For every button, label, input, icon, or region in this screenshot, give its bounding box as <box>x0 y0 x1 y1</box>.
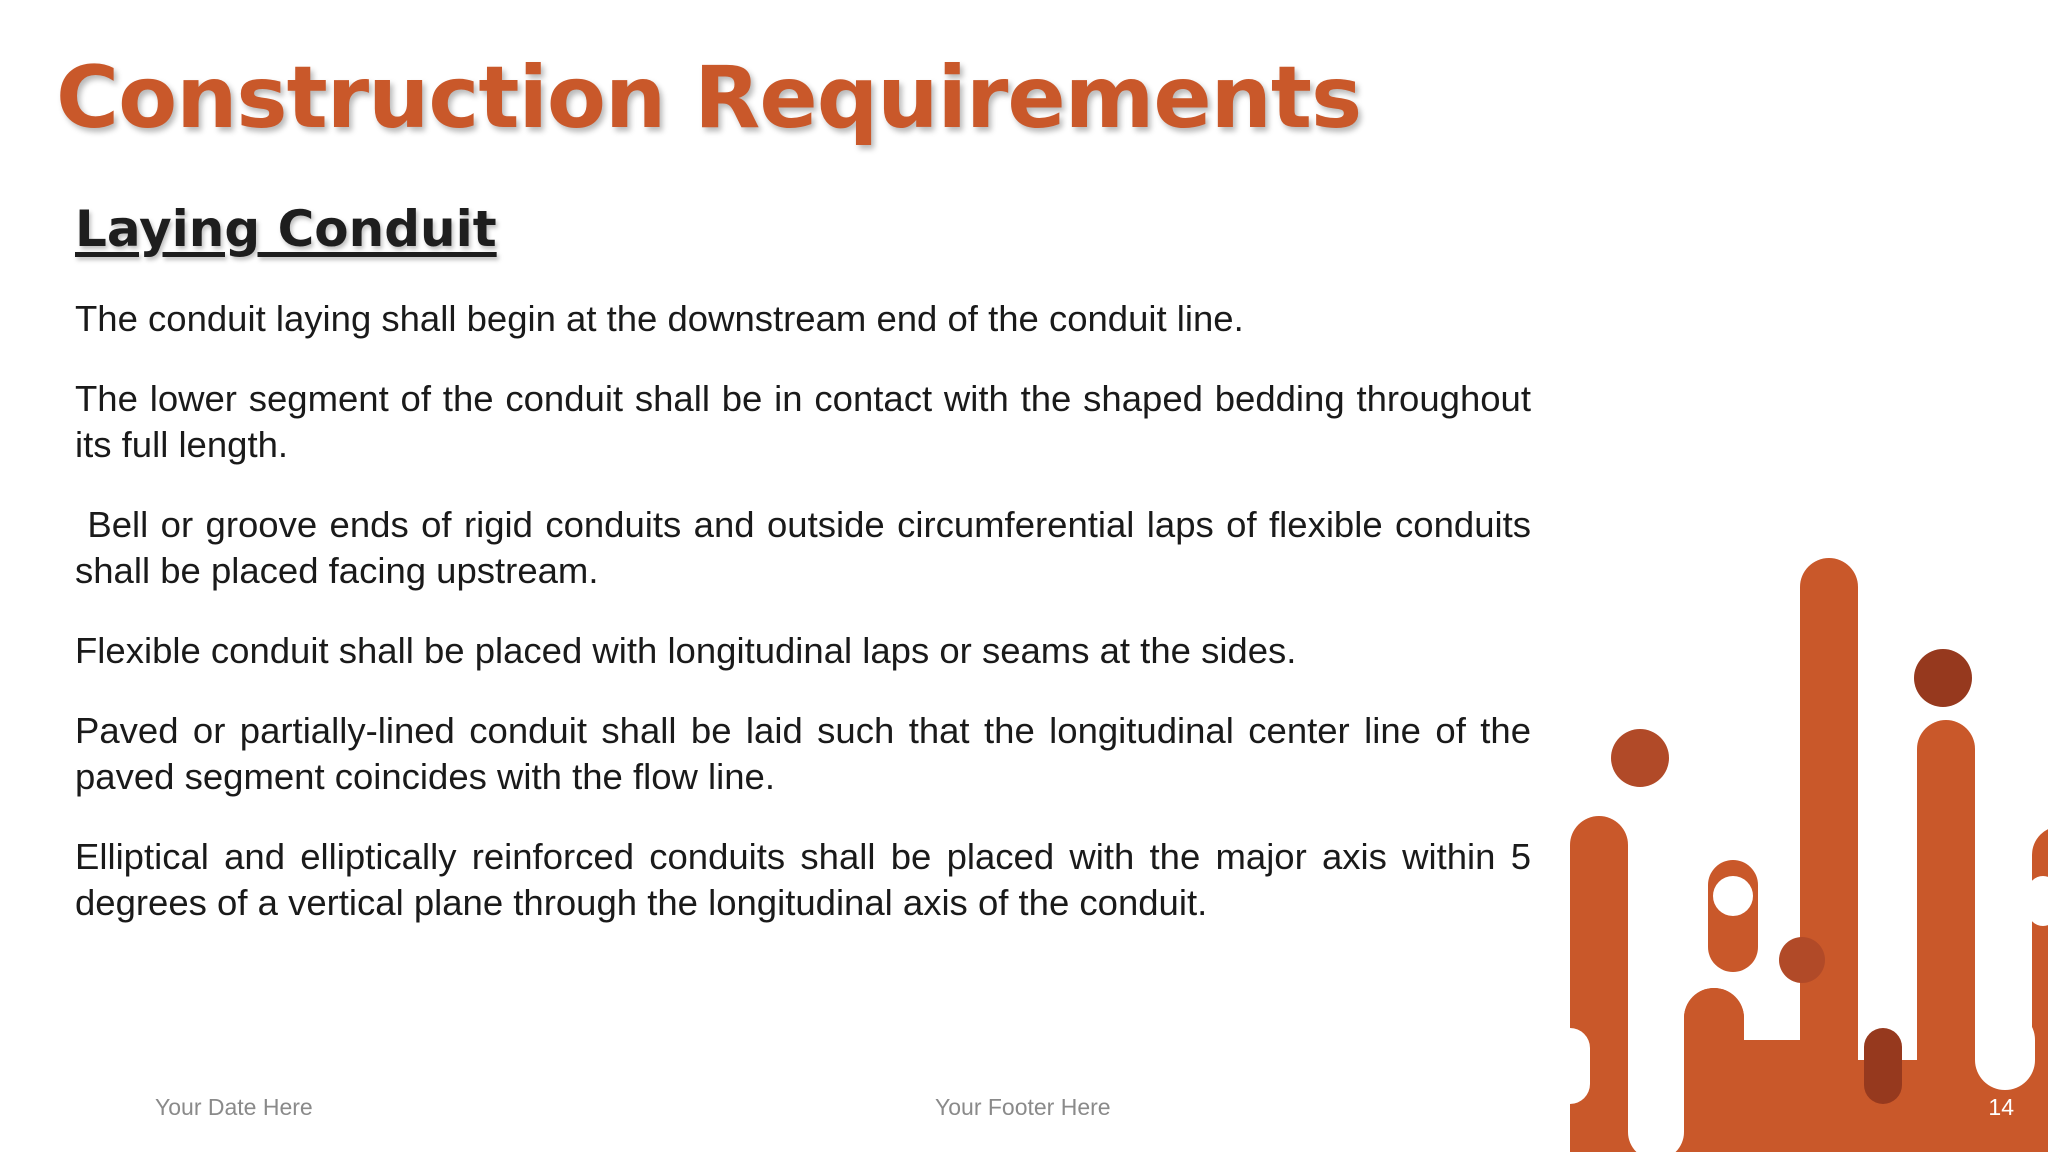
page-number: 14 <box>1988 1094 2014 1120</box>
capsule-dark <box>1864 1028 1902 1104</box>
dot-middle <box>1779 937 1825 983</box>
paragraph-2: The lower segment of the conduit shall be in contact with the shaped bedding throughout its full length. <box>75 378 1531 465</box>
paragraph-4: Flexible conduit shall be placed with longitudinal laps or seams at the sides. <box>75 630 1297 671</box>
dot-large-dark <box>1914 649 1972 707</box>
section-heading: Laying Conduit <box>75 200 497 258</box>
paragraph-5: Paved or partially-lined conduit shall be laid such that the longitudinal center line of the paved segment coincides with the flow line. <box>75 710 1531 797</box>
footer-text: Your Footer Here <box>935 1094 1111 1120</box>
paragraph-6: Elliptical and elliptically reinforced conduits shall be placed with the major axis within 5 degrees of a vertical plane through the longitudinal axis of the conduit. <box>75 836 1531 923</box>
slide-title: Construction Requirements <box>56 48 1362 148</box>
body-text <box>75 296 1531 960</box>
dot-left <box>1611 729 1669 787</box>
decorative-pill-graphic <box>1560 540 2048 1152</box>
paragraph-1: The conduit laying shall begin at the downstream end of the conduit line. <box>75 298 1244 339</box>
paragraph-3: Bell or groove ends of rigid conduits and outside circumferential laps of flexible conduits shall be placed facing upstream. <box>75 504 1531 591</box>
footer-date: Your Date Here <box>155 1094 313 1120</box>
